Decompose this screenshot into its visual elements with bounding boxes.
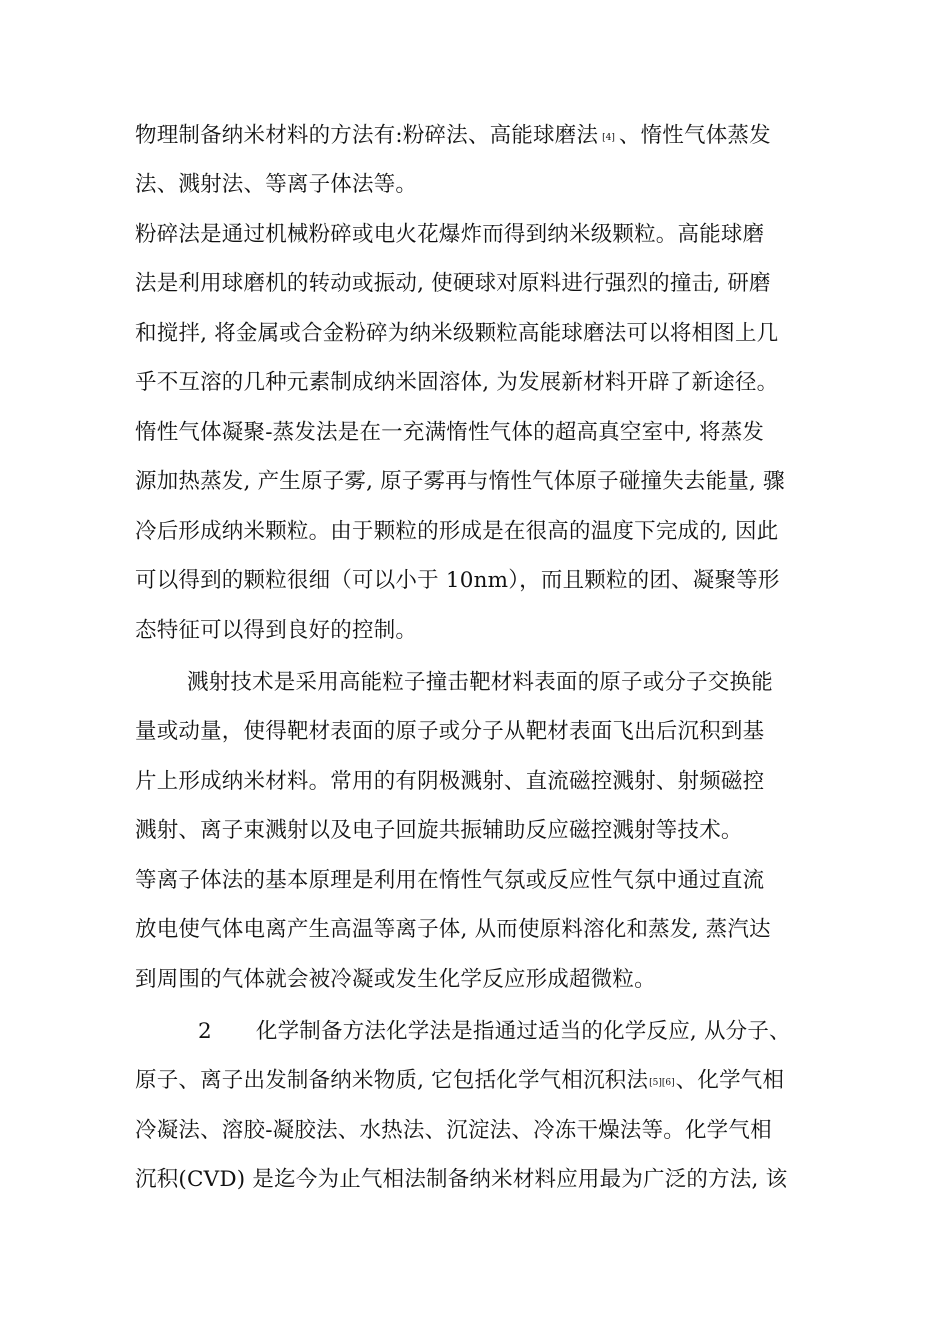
- text-span: 、化学气相: [675, 1068, 785, 1093]
- text-line: 到周围的气体就会被冷凝或发生化学反应形成超微粒。: [135, 967, 656, 992]
- text-line: 粉碎法是通过机械粉碎或电火花爆炸而得到纳米级颗粒。高能球磨: [135, 222, 765, 247]
- text-line: 等离子体法的基本原理是利用在惰性气氛或反应性气氛中通过直流: [135, 868, 765, 893]
- text-line: 法、溅射法、等离子体法等。: [135, 172, 418, 197]
- text-line: [198, 1017, 898, 1047]
- text-line: 溅射、离子束溅射以及电子回旋共振辅助反应磁控溅射等技术。: [135, 818, 743, 843]
- text-span: 化学制备方法化学法是指通过适当的化学反应, 从分子、: [255, 1019, 791, 1044]
- citation-superscript: [4]: [602, 133, 615, 143]
- text-line: 惰性气体凝聚-蒸发法是在一充满惰性气体的超高真空室中, 将蒸发: [135, 420, 765, 445]
- text-line: 放电使气体电离产生高温等离子体, 从而使原料溶化和蒸发, 蒸汽达: [135, 917, 771, 942]
- text-line: 冷凝法、溶胶-凝胶法、水热法、沉淀法、冷冻干燥法等。化学气相: [135, 1118, 772, 1143]
- section-number: 2: [198, 1019, 212, 1044]
- text-line: 量或动量，使得靶材表面的原子或分子从靶材表面飞出后沉积到基: [135, 719, 765, 744]
- text-line: 可以得到的颗粒很细（可以小于 10nm），而且颗粒的团、凝聚等形: [135, 568, 780, 593]
- text-span: 物理制备纳米材料的方法有:粉碎法、高能球磨法: [135, 123, 599, 148]
- text-line: 片上形成纳米材料。常用的有阴极溅射、直流磁控溅射、射频磁控: [135, 769, 765, 794]
- text-line: 沉积(CVD) 是迄今为止气相法制备纳米材料应用最为广泛的方法, 该: [135, 1167, 788, 1192]
- text-span: 、惰性气体蒸发: [618, 123, 771, 148]
- text-line: 乎不互溶的几种元素制成纳米固溶体, 为发展新材料开辟了新途径。: [135, 370, 779, 395]
- text-line: 和搅拌, 将金属或合金粉碎为纳米级颗粒高能球磨法可以将相图上几: [135, 321, 779, 346]
- citation-superscript: [5][6]: [649, 1078, 675, 1088]
- text-line: 法是利用球磨机的转动或振动, 使硬球对原料进行强烈的撞击, 研磨: [135, 271, 771, 296]
- text-line: [135, 1066, 835, 1096]
- text-line: [135, 121, 835, 151]
- text-line: 态特征可以得到良好的控制。: [135, 618, 418, 643]
- text-line: 冷后形成纳米颗粒。由于颗粒的形成是在很高的温度下完成的, 因此: [135, 519, 779, 544]
- text-line: 溅射技术是采用高能粒子撞击靶材料表面的原子或分子交换能: [187, 670, 773, 695]
- text-span: 原子、离子出发制备纳米物质, 它包括化学气相沉积法: [135, 1068, 649, 1093]
- text-line: 源加热蒸发, 产生原子雾, 原子雾再与惰性气体原子碰撞失去能量, 骤: [135, 469, 785, 494]
